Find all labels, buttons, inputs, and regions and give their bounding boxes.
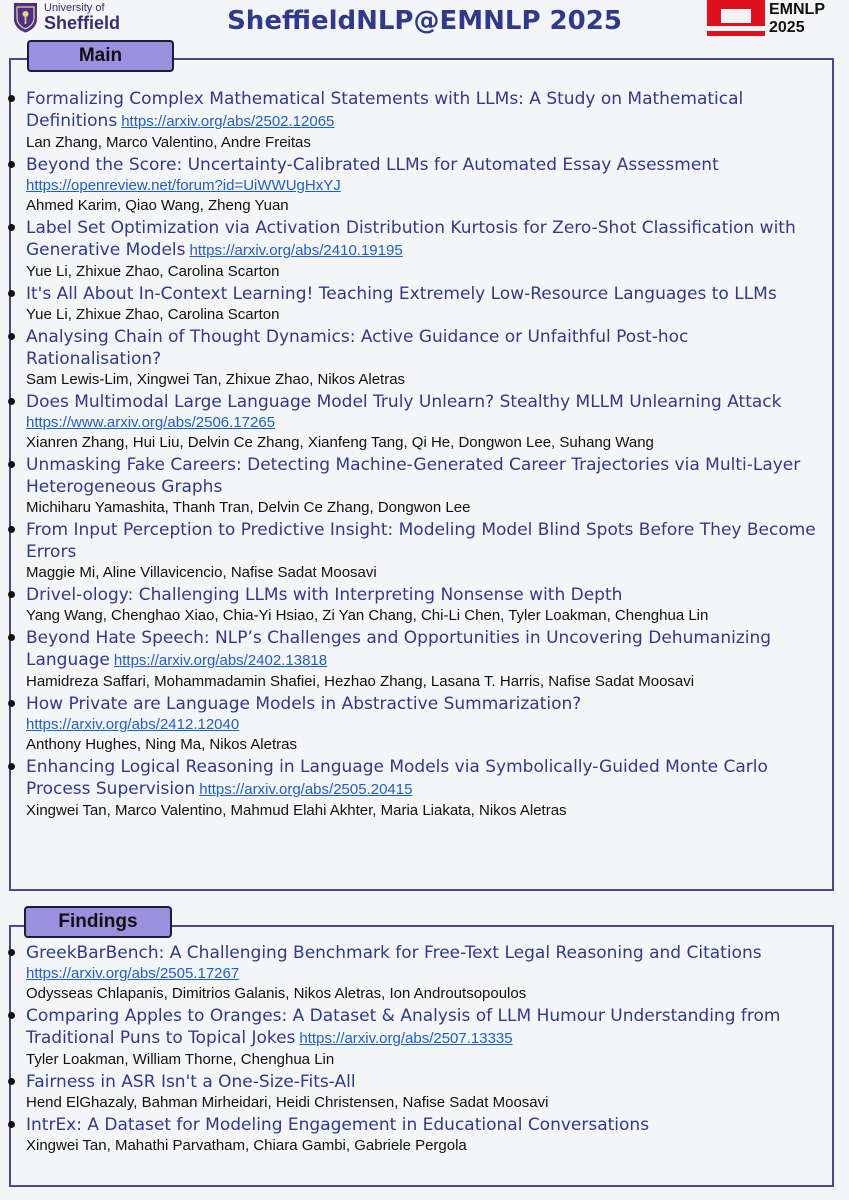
paper-title-text: Analysing Chain of Thought Dynamics: Active Guidance or Unfaithful Post-hoc Rationalisation?	[26, 327, 689, 369]
paper-item	[11, 88, 826, 153]
paper-link[interactable]: https://arxiv.org/abs/2505.20415	[199, 781, 413, 798]
paper-link[interactable]: https://arxiv.org/abs/2507.13335	[299, 1030, 513, 1047]
paper-link[interactable]: https://www.arxiv.org/abs/2506.17265	[26, 414, 276, 431]
paper-item	[11, 627, 826, 692]
paper-item	[11, 519, 826, 583]
paper-title	[26, 391, 826, 433]
bullet-icon	[8, 95, 15, 102]
paper-item	[11, 454, 826, 518]
paper-title-text: Comparing Apples to Oranges: A Dataset & Analysis of LLM Humour Understanding from Traditional Puns to Topical Jokes	[26, 1006, 781, 1048]
paper-authors: Michiharu Yamashita, Thanh Tran, Delvin Ce Zhang, Dongwon Lee	[26, 499, 471, 516]
paper-link[interactable]: https://arxiv.org/abs/2505.17267	[26, 965, 240, 982]
paper-authors: Hamidreza Saffari, Mohammadamin Shafiei, Hezhao Zhang, Lasana T. Harris, Nafise Sadat Moosavi	[26, 673, 695, 690]
paper-item	[11, 283, 826, 325]
paper-title-text: Unmasking Fake Careers: Detecting Machine-Generated Career Trajectories via Multi-Layer Heterogeneous Graphs	[26, 455, 801, 497]
bullet-icon	[8, 591, 15, 598]
paper-authors: Yang Wang, Chenghao Xiao, Chia-Yi Hsiao, Zi Yan Chang, Chi-Li Chen, Tyler Loakman, Chenghua Lin	[26, 607, 709, 624]
main-section-label: Main	[27, 40, 174, 72]
paper-link[interactable]: https://arxiv.org/abs/2412.12040	[26, 716, 240, 733]
bullet-icon	[8, 161, 15, 168]
paper-authors: Xingwei Tan, Marco Valentino, Mahmud Elahi Akhter, Maria Liakata, Nikos Aletras	[26, 802, 567, 819]
paper-title	[26, 756, 826, 801]
paper-item	[11, 1071, 826, 1113]
bullet-icon	[8, 1121, 15, 1128]
bullet-icon	[8, 398, 15, 405]
paper-title-text: Does Multimodal Large Language Model Truly Unlearn? Stealthy MLLM Unlearning Attack	[26, 392, 782, 412]
paper-title	[26, 1114, 826, 1136]
bullet-icon	[8, 290, 15, 297]
paper-title-text: Beyond Hate Speech: NLP’s Challenges and Opportunities in Uncovering Dehumanizing Language	[26, 628, 772, 670]
paper-title	[26, 584, 826, 606]
bullet-icon	[8, 763, 15, 770]
paper-title	[26, 942, 826, 984]
paper-item	[11, 1005, 826, 1070]
paper-item	[11, 217, 826, 282]
paper-item	[11, 154, 826, 216]
emnlp-logo	[707, 0, 835, 37]
paper-authors: Odysseas Chlapanis, Dimitrios Galanis, Nikos Aletras, Ion Androutsopoulos	[26, 985, 527, 1002]
paper-link[interactable]: https://arxiv.org/abs/2502.12065	[121, 113, 335, 130]
findings-section-label: Findings	[24, 906, 172, 938]
paper-authors: Maggie Mi, Aline Villavicencio, Nafise Sadat Moosavi	[26, 564, 377, 581]
paper-title	[26, 217, 826, 262]
paper-title-text: GreekBarBench: A Challenging Benchmark for Free-Text Legal Reasoning and Citations	[26, 943, 762, 963]
paper-authors: Sam Lewis-Lim, Xingwei Tan, Zhixue Zhao, Nikos Aletras	[26, 371, 406, 388]
paper-title-text: Label Set Optimization via Activation Distribution Kurtosis for Zero-Shot Classification with Generative Models	[26, 218, 796, 260]
bullet-icon	[8, 526, 15, 533]
paper-authors: Lan Zhang, Marco Valentino, Andre Freitas	[26, 134, 311, 151]
paper-title	[26, 283, 826, 305]
paper-authors: Yue Li, Zhixue Zhao, Carolina Scarton	[26, 263, 280, 280]
bullet-icon	[8, 461, 15, 468]
findings-paper-list	[11, 942, 826, 1157]
paper-authors: Yue Li, Zhixue Zhao, Carolina Scarton	[26, 306, 280, 323]
findings-section	[9, 925, 834, 1187]
paper-title	[26, 627, 826, 672]
paper-authors: Xianren Zhang, Hui Liu, Delvin Ce Zhang, Xianfeng Tang, Qi He, Dongwon Lee, Suhang Wang	[26, 434, 654, 451]
paper-authors: Hend ElGhazaly, Bahman Mirheidari, Heidi Christensen, Nafise Sadat Moosavi	[26, 1094, 549, 1111]
main-paper-list	[11, 88, 826, 822]
bullet-icon	[8, 1012, 15, 1019]
paper-item	[11, 693, 826, 755]
bullet-icon	[8, 333, 15, 340]
paper-link[interactable]: https://arxiv.org/abs/2402.13818	[113, 652, 328, 669]
paper-title-text: Fairness in ASR Isn't a One-Size-Fits-All	[26, 1072, 356, 1092]
paper-title-text: IntrEx: A Dataset for Modeling Engagement in Educational Conversations	[26, 1115, 650, 1135]
paper-item	[11, 584, 826, 626]
bullet-icon	[8, 634, 15, 641]
paper-link[interactable]: https://openreview.net/forum?id=UiWWUgHxYJ	[26, 177, 341, 194]
paper-item	[11, 326, 826, 390]
paper-authors: Tyler Loakman, William Thorne, Chenghua Lin	[26, 1051, 335, 1068]
emnlp-name: EMNLP	[769, 1, 825, 18]
paper-title	[26, 88, 826, 133]
paper-title	[26, 1005, 826, 1050]
paper-authors: Xingwei Tan, Mahathi Parvatham, Chiara Gambi, Gabriele Pergola	[26, 1137, 467, 1154]
paper-item	[11, 1114, 826, 1156]
paper-item	[11, 942, 826, 1004]
paper-title	[26, 1071, 826, 1093]
paper-title-text: Drivel-ology: Challenging LLMs with Interpreting Nonsense with Depth	[26, 585, 623, 605]
paper-title-text: How Private are Language Models in Abstractive Summarization?	[26, 694, 582, 714]
bullet-icon	[8, 700, 15, 707]
paper-title	[26, 454, 826, 498]
paper-title-text: Beyond the Score: Uncertainty-Calibrated LLMs for Automated Essay Assessment	[26, 155, 719, 175]
paper-authors: Ahmed Karim, Qiao Wang, Zheng Yuan	[26, 197, 289, 214]
university-name-line2: Sheffield	[44, 13, 121, 33]
page-title: SheffieldNLP@EMNLP 2025	[227, 6, 622, 36]
bullet-icon	[8, 1078, 15, 1085]
paper-title-text: Formalizing Complex Mathematical Statements with LLMs: A Study on Mathematical Definitions	[26, 89, 744, 131]
paper-title	[26, 519, 826, 563]
paper-title	[26, 154, 826, 196]
bullet-icon	[8, 949, 15, 956]
paper-link[interactable]: https://arxiv.org/abs/2410.19195	[189, 242, 403, 259]
bullet-icon	[8, 224, 15, 231]
paper-item	[11, 756, 826, 821]
paper-title-text: It's All About In-Context Learning! Teaching Extremely Low-Resource Languages to LLMs	[26, 284, 777, 304]
university-name-line1: University of	[44, 2, 105, 14]
paper-title-text: Enhancing Logical Reasoning in Language Models via Symbolically-Guided Monte Carlo Process Supervision	[26, 757, 768, 799]
main-section	[9, 58, 834, 891]
paper-item	[11, 391, 826, 453]
paper-title	[26, 693, 826, 735]
paper-authors: Anthony Hughes, Ning Ma, Nikos Aletras	[26, 736, 297, 753]
paper-title-text: From Input Perception to Predictive Insight: Modeling Model Blind Spots Before They Become Errors	[26, 520, 816, 562]
emnlp-year: 2025	[769, 19, 805, 36]
paper-title	[26, 326, 826, 370]
emnlp-mark-icon	[707, 0, 765, 36]
